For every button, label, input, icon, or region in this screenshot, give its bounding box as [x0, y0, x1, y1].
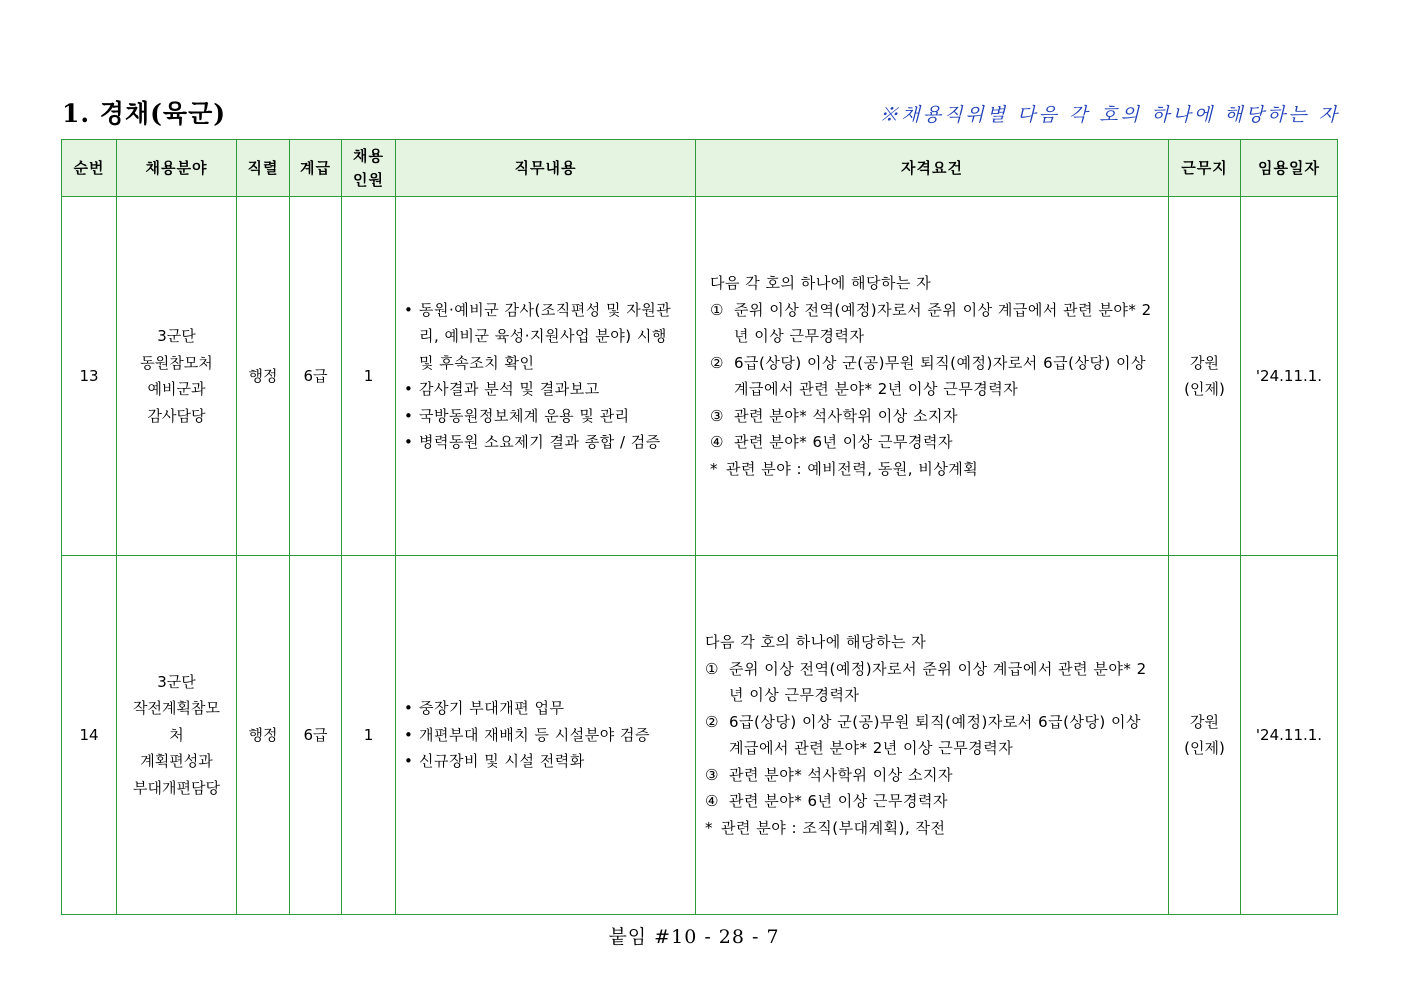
location-line: (인제) [1184, 739, 1225, 757]
cell-duties [396, 197, 696, 556]
qual-item [710, 350, 1154, 403]
cell-date: '24.11.1. [1241, 556, 1338, 915]
qual-item [705, 656, 1154, 709]
header-headcount-line1: 채용 [353, 147, 384, 165]
cell-headcount: 1 [342, 197, 396, 556]
cell-field [117, 197, 237, 556]
qual-text: 준위 이상 전역(예정)자로서 준위 이상 계급에서 관련 분야* 2년 이상 근무경력자 [729, 659, 1147, 704]
field-line: 3군단 [157, 327, 196, 345]
duty-item: • 동원·예비군 감사(조직편성 및 자원관리, 예비군 육성·지원사업 분야) 시행 및 후속조치 확인 [404, 297, 685, 377]
table-row [62, 556, 1338, 915]
header-grade: 계급 [290, 140, 342, 197]
cell-field [117, 556, 237, 915]
qual-number: ② [705, 712, 719, 731]
header-field: 채용분야 [117, 140, 237, 197]
qual-number: ① [705, 659, 719, 678]
qual-text: 6급(상당) 이상 군(공)무원 퇴직(예정)자로서 6급(상당) 이상 계급에서 관련 분야* 2년 이상 근무경력자 [729, 712, 1142, 757]
qual-text: 관련 분야* 석사학위 이상 소지자 [734, 406, 958, 425]
page-number: 붙임 #10 - 28 - 7 [608, 926, 780, 948]
qual-note: * 관련 분야 : 예비전력, 동원, 비상계획 [710, 456, 1154, 483]
field-line: 동원참모처 [140, 353, 213, 372]
qual-intro: 다음 각 호의 하나에 해당하는 자 [710, 274, 932, 292]
duty-item: • 중장기 부대개편 업무 [404, 695, 685, 722]
qual-number: ② [710, 353, 724, 372]
qual-number: ④ [705, 792, 719, 810]
qual-text: 관련 분야* 석사학위 이상 소지자 [729, 765, 953, 784]
qual-note: * 관련 분야 : 조직(부대계획), 작전 [705, 815, 1154, 842]
cell-duties [396, 556, 696, 915]
qual-text: 준위 이상 전역(예정)자로서 준위 이상 계급에서 관련 분야* 2년 이상 근무경력자 [734, 300, 1152, 345]
cell-location [1169, 197, 1241, 556]
qual-intro: 다음 각 호의 하나에 해당하는 자 [705, 633, 927, 651]
cell-location [1169, 556, 1241, 915]
qual-item [710, 429, 1154, 456]
cell-date: '24.11.1. [1241, 197, 1338, 556]
qual-item [705, 762, 1154, 789]
location-line: 강원 [1190, 712, 1219, 731]
header-headcount-line2: 인원 [353, 171, 384, 189]
field-line: 처 [169, 725, 184, 744]
header-series: 직렬 [237, 140, 290, 197]
table-row [62, 197, 1338, 556]
duty-item: • 병력동원 소요제기 결과 종합 / 검증 [404, 429, 685, 456]
qual-text: 관련 분야* 6년 이상 근무경력자 [734, 433, 953, 451]
duties-list [396, 695, 695, 775]
duty-item: • 개편부대 재배치 등 시설분야 검증 [404, 722, 685, 749]
field-line: 계획편성과 [140, 752, 213, 771]
header-location: 근무지 [1169, 140, 1241, 197]
header-no: 순번 [62, 140, 117, 197]
cell-headcount: 1 [342, 556, 396, 915]
field-line: 부대개편담당 [133, 778, 220, 797]
cell-series: 행정 [237, 556, 290, 915]
table-header-row [62, 140, 1338, 197]
cell-grade: 6급 [290, 556, 342, 915]
cell-qualifications [696, 556, 1169, 915]
qual-number: ④ [710, 433, 724, 451]
section-note: ※채용직위별 다음 각 호의 하나에 해당하는 자 [879, 104, 1340, 126]
qual-item [705, 788, 1154, 815]
duty-item: • 감사결과 분석 및 결과보고 [404, 376, 685, 403]
qual-item [710, 297, 1154, 350]
recruitment-table [61, 139, 1338, 915]
location-line: 강원 [1190, 353, 1219, 372]
qualifications-block [696, 629, 1168, 841]
header-date: 임용일자 [1241, 140, 1338, 197]
qual-number: ③ [710, 406, 724, 425]
qual-text: 관련 분야* 6년 이상 근무경력자 [729, 792, 948, 810]
field-line: 감사담당 [147, 406, 206, 425]
header-duties: 직무내용 [396, 140, 696, 197]
cell-no: 13 [62, 197, 117, 556]
cell-no: 14 [62, 556, 117, 915]
qualifications-block [696, 270, 1168, 482]
cell-grade: 6급 [290, 197, 342, 556]
field-line: 예비군과 [147, 380, 206, 398]
header-qualifications: 자격요건 [696, 140, 1169, 197]
field-line: 3군단 [157, 672, 196, 691]
qual-item [710, 403, 1154, 430]
header-headcount [342, 140, 396, 197]
location-line: (인제) [1184, 380, 1225, 398]
duty-item: • 신규장비 및 시설 전력화 [404, 748, 685, 775]
qual-item [705, 709, 1154, 762]
field-line: 작전계획참모 [133, 699, 220, 718]
cell-qualifications [696, 197, 1169, 556]
qual-number: ③ [705, 765, 719, 784]
qual-number: ① [710, 300, 724, 319]
cell-series: 행정 [237, 197, 290, 556]
qual-text: 6급(상당) 이상 군(공)무원 퇴직(예정)자로서 6급(상당) 이상 계급에서 관련 분야* 2년 이상 근무경력자 [734, 353, 1147, 398]
duties-list [396, 297, 695, 456]
section-title: 1. 경채(육군) [62, 99, 227, 128]
duty-item: • 국방동원정보체계 운용 및 관리 [404, 403, 685, 430]
